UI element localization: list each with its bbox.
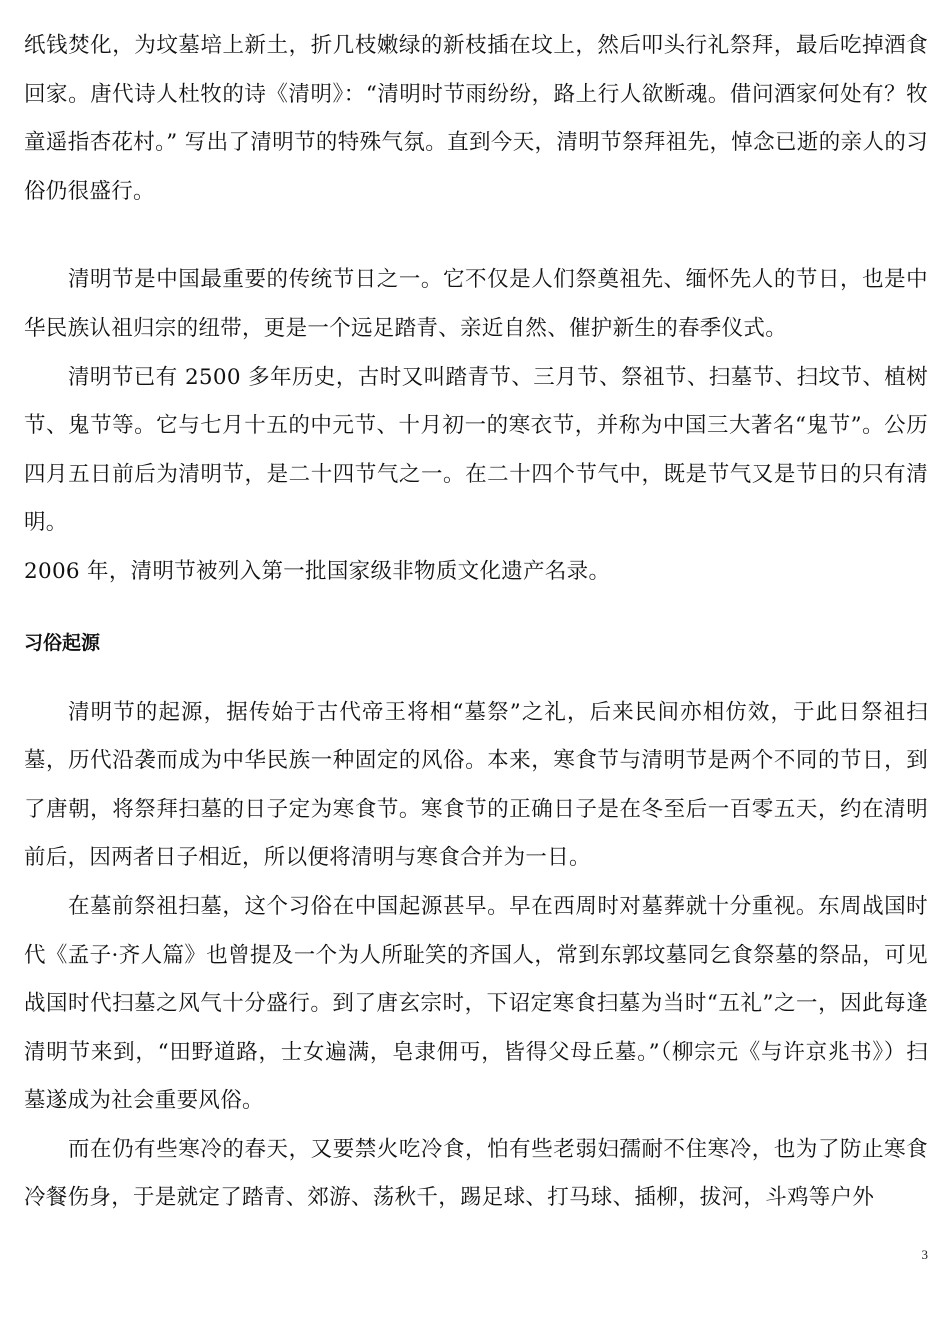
document-page — [24, 22, 928, 1223]
section-heading-customs-origin: 习俗起源 — [24, 631, 101, 654]
paragraph-heritage-2006: 2006 年，清明节被列入第一批国家级非物质文化遗产名录。 — [24, 558, 611, 584]
paragraph-festival-importance: 清明节是中国最重要的传统节日之一。它不仅是人们祭奠祖先、缅怀先人的节日，也是中华民族认祖归宗的纽带，更是一个远足踏青、亲近自然、催护新生的春季仪式。 — [24, 267, 928, 341]
paragraph-outdoor-activities: 而在仍有些寒冷的春天，又要禁火吃冷食，怕有些老弱妇孺耐不住寒冷，也为了防止寒食冷餐伤身，于是就定了踏青、郊游、荡秋千，踢足球、打马球、插柳，拔河，斗鸡等户外 — [24, 1136, 928, 1211]
page-number: 3 — [921, 1247, 928, 1262]
paragraph-qingming-poem: 纸钱焚化，为坟墓培上新土，折几枝嫩绿的新枝插在坟上，然后叩头行礼祭拜，最后吃掉酒食回家。唐代诗人杜牧的诗《清明》：“清明时节雨纷纷，路上行人欲断魂。借问酒家何处有？牧童遥指杏花村。” 写出了清明节的特殊气氛。直到今天，清明节祭拜祖先，悼念已逝的亲人的习俗仍很盛行。 — [24, 33, 928, 204]
paragraph-origin: 清明节的起源，据传始于古代帝王将相“墓祭”之礼，后来民间亦相仿效，于此日祭祖扫墓，历代沿袭而成为中华民族一种固定的风俗。本来，寒食节与清明节是两个不同的节日，到了唐朝，将祭拜扫墓的日子定为寒食节。寒食节的正确日子是在冬至后一百零五天，约在清明前后，因两者日子相近，所以便将清明与寒食合并为一日。 — [24, 699, 928, 871]
paragraph-tomb-sweeping: 在墓前祭祖扫墓，这个习俗在中国起源甚早。早在西周时对墓葬就十分重视。东周战国时代《孟子·齐人篇》也曾提及一个为人所耻笑的齐国人，常到东郭坟墓同乞食祭墓的祭品，可见战国时代扫墓之风气十分盛行。到了唐玄宗时，下诏定寒食扫墓为当时“五礼”之一，因此每逢清明节来到，“田野道路，士女遍满，皂隶佣丏，皆得父母丘墓。”（柳宗元《与许京兆书》）扫墓遂成为社会重要风俗。 — [24, 893, 928, 1114]
paragraph-festival-history: 清明节已有 2500 多年历史，古时又叫踏青节、三月节、祭祖节、扫墓节、扫坟节、植树节、鬼节等。它与七月十五的中元节、十月初一的寒衣节，并称为中国三大著名“鬼节”。公历四月五日前后为清明节，是二十四节气之一。在二十四个节气中，既是节气又是节日的只有清明。 — [24, 364, 928, 536]
